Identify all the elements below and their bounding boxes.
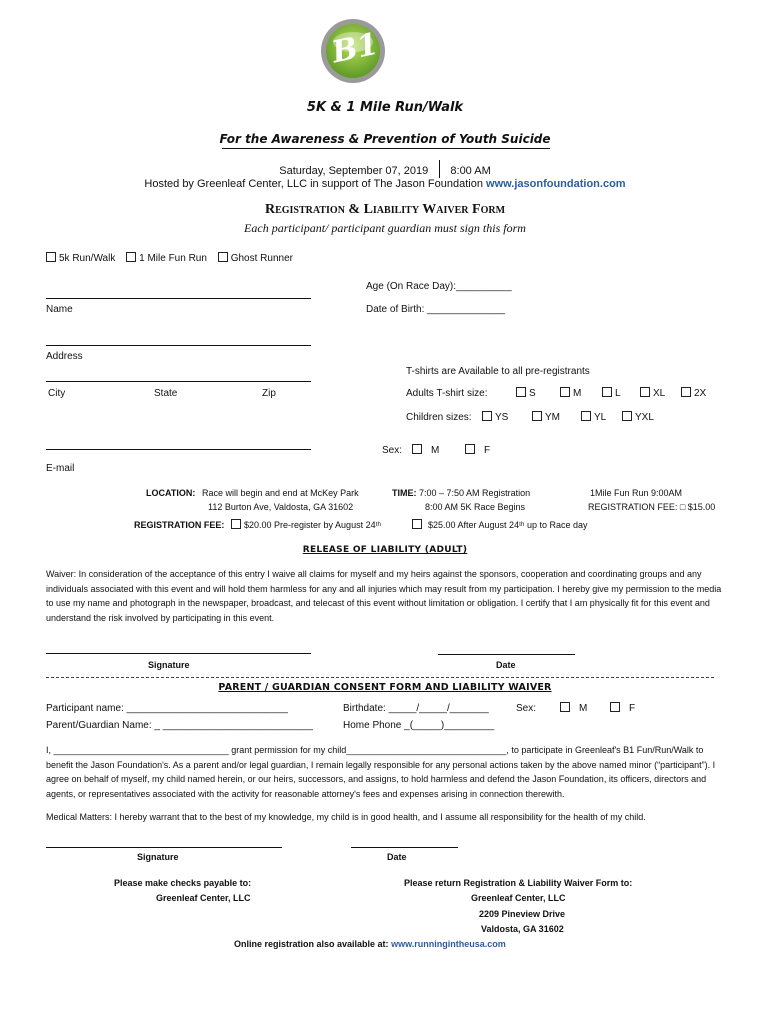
form-instruction: Each participant/ participant guardian must sign this form [244,221,526,235]
address-label: Address [46,351,83,362]
adult-sizes-label: Adults T-shirt size: [406,388,488,399]
time-line2: 8:00 AM 5K Race Begins [425,502,526,512]
adult-size-2x[interactable] [681,387,706,399]
adult-size-xl-label: XL [653,388,666,399]
adult-size-m[interactable] [560,387,581,399]
parent-sex-option-m-label: M [579,703,588,714]
checkbox-child-yl[interactable] [581,411,591,421]
location-label: LOCATION: [146,488,196,498]
child-size-ym[interactable] [532,411,560,423]
sex-label: Sex: [382,445,403,456]
adult-size-l[interactable] [602,387,621,399]
checkbox-adult-2x[interactable] [681,387,691,397]
dob-field[interactable]: Date of Birth: ______________ [366,304,505,315]
checkbox-parent-sex-f[interactable] [610,702,620,712]
return-city: Valdosta, GA 31602 [481,924,564,934]
event-option-5k-label: 5k Run/Walk [59,253,116,264]
location-line1: Race will begin and end at McKey Park [202,488,359,498]
checkbox-fee-pre[interactable] [231,519,241,529]
children-sizes-label: Children sizes: [406,412,472,423]
checks-payable-label: Please make checks payable to: [114,878,252,888]
checkbox-sex-m[interactable] [412,444,422,454]
time-line1: 7:00 – 7:50 AM Registration [419,488,531,498]
checkbox-adult-s[interactable] [516,387,526,397]
checkbox-1mile[interactable] [126,252,136,262]
parent-sex-option-m[interactable] [560,702,587,714]
home-phone-field[interactable]: Home Phone _(_____)_________ [343,720,495,731]
release-heading: RELEASE OF LIABILITY (ADULT) [302,545,468,555]
checkbox-adult-m[interactable] [560,387,570,397]
child-size-yl-label: YL [594,412,607,423]
name-label: Name [46,304,73,315]
time-label: TIME: [392,488,417,498]
age-field[interactable]: Age (On Race Day):__________ [366,281,512,292]
parent-sex-option-f[interactable] [610,702,635,714]
fee-after[interactable] [412,519,588,530]
release-date-label: Date [496,660,516,670]
event-option-5k[interactable] [46,253,115,264]
online-registration [234,939,506,949]
event-date: Saturday, September 07, 2019 [279,165,429,177]
checkbox-child-ym[interactable] [532,411,542,421]
checks-payable-name: Greenleaf Center, LLC [156,893,251,903]
child-size-yxl-label: YXL [635,412,654,423]
fun-run-line1: 1Mile Fun Run 9:00AM [590,488,683,498]
city-line[interactable] [46,381,311,382]
checkbox-child-yxl[interactable] [622,411,632,421]
child-size-ys[interactable] [482,411,508,423]
fee-label: REGISTRATION FEE: [134,520,225,530]
event-subtitle: For the Awareness & Prevention of Youth Suicide [219,132,551,146]
fun-run-fee[interactable]: REGISTRATION FEE: □ $15.00 [588,502,716,512]
sex-option-m-label: M [431,445,440,456]
parent-signature-line[interactable] [46,847,282,848]
return-name: Greenleaf Center, LLC [471,893,566,903]
checkbox-ghost[interactable] [218,252,228,262]
child-size-ys-label: YS [495,412,509,423]
jason-foundation-link[interactable]: www.jasonfoundation.com [486,178,626,190]
event-option-ghost-label: Ghost Runner [230,253,293,264]
location-line2: 112 Burton Ave, Valdosta, GA 31602 [208,502,354,512]
event-option-1mile[interactable] [126,253,207,264]
event-option-ghost[interactable] [218,253,293,264]
fee-pre-register[interactable] [231,519,381,530]
adult-size-s-label: S [529,388,536,399]
event-option-1mile-label: 1 Mile Fun Run [139,253,207,264]
event-date-row [0,160,770,178]
release-date-line[interactable] [438,654,575,655]
section-dashed-divider [46,677,714,678]
zip-label: Zip [262,388,276,399]
release-signature-label: Signature [148,660,190,670]
tshirt-note: T-shirts are Available to all pre-registrants [406,366,590,377]
adult-size-2x-label: 2X [694,388,707,399]
host-text: Hosted by Greenleaf Center, LLC in support of The Jason Foundation [144,178,483,190]
event-title: 5K & 1 Mile Run/Walk [306,100,464,115]
participant-name-field[interactable]: Participant name: _____________________________ [46,703,288,714]
checkbox-child-ys[interactable] [482,411,492,421]
child-size-yxl[interactable] [622,411,654,423]
birthdate-field[interactable]: Birthdate: _____/_____/_______ [343,703,489,714]
adult-size-m-label: M [573,388,582,399]
online-registration-text: Online registration also available at: [234,939,389,949]
child-size-ym-label: YM [545,412,560,423]
checkbox-fee-after[interactable] [412,519,422,529]
event-options [46,252,293,264]
subtitle-rule [222,148,550,149]
name-line[interactable] [46,298,311,299]
checkbox-sex-f[interactable] [465,444,475,454]
adult-size-xl[interactable] [640,387,665,399]
date-divider [439,160,440,178]
checkbox-adult-l[interactable] [602,387,612,397]
parent-sex-label: Sex: [516,703,537,714]
medical-text: Medical Matters: I hereby warrant that to the best of my knowledge, my child is in good health, and I assume all responsibility for the health of my child. [46,812,646,822]
event-time: 8:00 AM [450,165,491,177]
sex-option-f[interactable] [465,444,490,456]
guardian-name-field[interactable]: Parent/Guardian Name: _ ___________________________ [46,720,313,731]
form-title: Registration & Liability Waiver Form [264,202,506,217]
state-label: State [154,388,178,399]
time-info [392,488,530,498]
logo-text: B1 [328,26,382,71]
release-text: Waiver: In consideration of the acceptance of this entry I waive all claims for myself and my heirs against the sponsors, cooperation and coordinating groups and any individuals associated with this event and will hold them harmless for any and all injuries which may result from my participation. I hereby give my permission to the media to use my name and photograph in the newspaper, broadcast, and telecast of this event without limitation or obligation. I certify that I am physically fit for this event and understand the risk involved by participating in this event. [46,569,722,623]
return-street: 2209 Pineview Drive [479,909,566,919]
parent-date-label: Date [387,852,407,862]
adult-size-l-label: L [615,388,621,399]
parent-sex-option-f-label: F [629,703,636,714]
logo [320,18,386,84]
city-label: City [48,388,66,399]
consent-text: I, ___________________________________ grant permission for my child________________________________, to participate in Greenleaf's B1 Fun/Run/Walk to benefit the Jason Foundation's. As a parent and/or legal guardian, I remain legally responsible for any personal actions taken by the above named minor (“participant”). I agree on behalf of myself, my child named herein, or our heirs, successors, and assigns, to hold harmless and defend the Jason Foundation, its officers, directors and agents, or representatives associated with the activity for reasonable attorney's fees and expenses arising in connection therewith. [46,745,716,799]
running-in-the-usa-link[interactable]: www.runningintheusa.com [391,939,506,949]
email-line[interactable] [46,449,311,450]
parent-date-line[interactable] [351,847,458,848]
fee-pre-register-label: $20.00 Pre-register by August 24ᵗʰ [244,520,382,530]
parent-signature-label: Signature [137,852,179,862]
checkbox-parent-sex-m[interactable] [560,702,570,712]
checkbox-5k[interactable] [46,252,56,262]
host-line [0,178,770,190]
adult-size-s[interactable] [516,387,536,399]
checkbox-adult-xl[interactable] [640,387,650,397]
sex-option-f-label: F [484,445,491,456]
child-size-yl[interactable] [581,411,606,423]
address-line[interactable] [46,345,311,346]
return-form-label: Please return Registration & Liability Waiver Form to: [404,878,633,888]
parent-heading: PARENT / GUARDIAN CONSENT FORM AND LIABILITY WAIVER [218,682,552,693]
release-signature-line[interactable] [46,653,311,654]
sex-option-m[interactable] [412,444,439,456]
email-label: E-mail [46,463,75,474]
fee-after-label: $25.00 After August 24ᵗʰ up to Race day [428,520,588,530]
